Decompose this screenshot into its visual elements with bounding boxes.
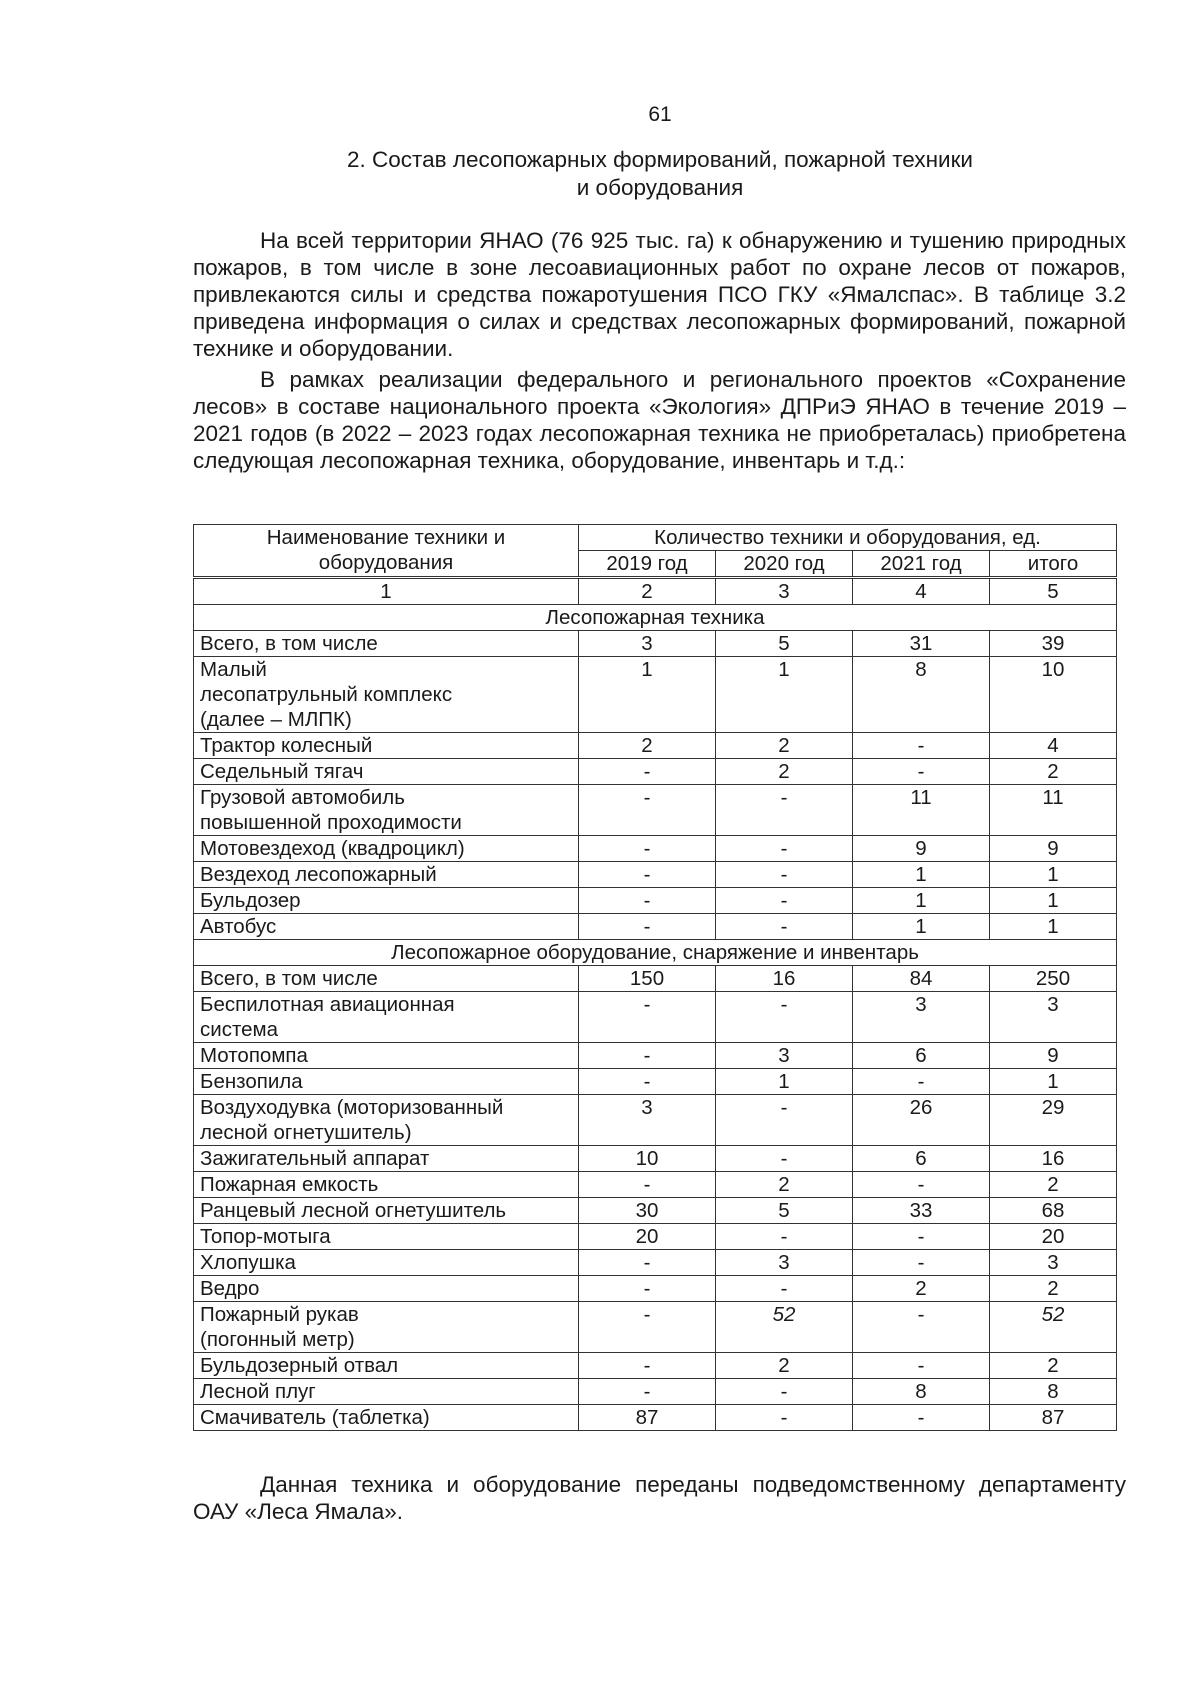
section-heading (250, 146, 1070, 202)
table-row (194, 888, 1117, 914)
quantity-cell: 1 (990, 862, 1117, 888)
item-name-cell: Лесной плуг (194, 1379, 579, 1405)
table-row (194, 759, 1117, 785)
quantity-cell: 11 (853, 785, 990, 836)
quantity-cell: 2 (990, 1353, 1117, 1379)
page-number: 61 (648, 103, 672, 126)
item-name-cell: Хлопушка (194, 1250, 579, 1276)
item-name-cell: Седельный тягач (194, 759, 579, 785)
header-quantity-group: Количество техники и оборудования, ед. (579, 525, 1117, 551)
table-row (194, 992, 1117, 1043)
quantity-cell: 4 (990, 733, 1117, 759)
column-number-cell: 4 (853, 578, 990, 605)
quantity-cell: - (579, 914, 716, 940)
table-row (194, 1250, 1117, 1276)
quantity-cell: - (716, 1379, 853, 1405)
header-name: Наименование техники и оборудования (194, 525, 579, 578)
quantity-cell: 1 (853, 862, 990, 888)
item-name-cell: Ведро (194, 1276, 579, 1302)
header-total: итого (990, 551, 1117, 578)
quantity-cell: - (716, 836, 853, 862)
quantity-cell: 10 (990, 657, 1117, 733)
quantity-cell: 3 (579, 631, 716, 657)
quantity-cell: 2 (990, 1172, 1117, 1198)
quantity-cell: 6 (853, 1043, 990, 1069)
table-row (194, 1043, 1117, 1069)
quantity-cell: 1 (853, 914, 990, 940)
quantity-cell: 39 (990, 631, 1117, 657)
item-name-cell: Малый лесопатрульный комплекс (далее – МЛПК) (194, 657, 579, 733)
table-row (194, 1198, 1117, 1224)
quantity-cell: 52 (716, 1302, 853, 1353)
quantity-cell: 33 (853, 1198, 990, 1224)
item-name-cell: Беспилотная авиационная система (194, 992, 579, 1043)
quantity-cell: 10 (579, 1146, 716, 1172)
quantity-cell: - (716, 1146, 853, 1172)
table-row (194, 785, 1117, 836)
quantity-cell: 2 (990, 759, 1117, 785)
table-row (194, 966, 1117, 992)
quantity-cell: 84 (853, 966, 990, 992)
quantity-cell: - (579, 1043, 716, 1069)
column-number-cell: 5 (990, 578, 1117, 605)
item-name-cell: Вездеход лесопожарный (194, 862, 579, 888)
quantity-cell: 3 (990, 992, 1117, 1043)
section-title: Лесопожарная техника (194, 605, 1117, 631)
item-name-cell: Бензопила (194, 1069, 579, 1095)
quantity-cell: - (853, 1172, 990, 1198)
item-name-cell: Мотопомпа (194, 1043, 579, 1069)
section-header-row (194, 940, 1117, 966)
table-row (194, 1276, 1117, 1302)
quantity-cell: 5 (716, 631, 853, 657)
quantity-cell: 52 (990, 1302, 1117, 1353)
table-row (194, 1379, 1117, 1405)
column-numbers-row (194, 578, 1117, 605)
quantity-cell: 1 (990, 1069, 1117, 1095)
quantity-cell: 5 (716, 1198, 853, 1224)
quantity-cell: 8 (990, 1379, 1117, 1405)
table-header-row (194, 525, 1117, 551)
quantity-cell: - (853, 733, 990, 759)
item-name-cell: Топор-мотыга (194, 1224, 579, 1250)
quantity-cell: - (579, 1379, 716, 1405)
quantity-cell: 2 (990, 1276, 1117, 1302)
quantity-cell: 2 (716, 1353, 853, 1379)
quantity-cell: 20 (990, 1224, 1117, 1250)
table-body (194, 578, 1117, 1431)
quantity-cell: 6 (853, 1146, 990, 1172)
item-name-cell: Мотовездеход (квадроцикл) (194, 836, 579, 862)
table-row (194, 1224, 1117, 1250)
section-header-row (194, 605, 1117, 631)
quantity-cell: 1 (579, 657, 716, 733)
quantity-cell: - (716, 914, 853, 940)
quantity-cell: - (853, 1224, 990, 1250)
table-row (194, 1353, 1117, 1379)
item-name-cell: Воздуходувка (моторизованный лесной огнетушитель) (194, 1095, 579, 1146)
table-row (194, 631, 1117, 657)
quantity-cell: - (579, 1353, 716, 1379)
quantity-cell: 31 (853, 631, 990, 657)
section-heading-line-2: и оборудования (576, 175, 744, 200)
quantity-cell: 30 (579, 1198, 716, 1224)
quantity-cell: 20 (579, 1224, 716, 1250)
header-year-2021: 2021 год (853, 551, 990, 578)
quantity-cell: - (716, 1095, 853, 1146)
quantity-cell: 1 (990, 888, 1117, 914)
item-name-cell: Трактор колесный (194, 733, 579, 759)
equipment-table (193, 524, 1117, 1431)
quantity-cell: - (716, 1276, 853, 1302)
quantity-cell: 87 (579, 1405, 716, 1431)
table-row (194, 914, 1117, 940)
table-row (194, 657, 1117, 733)
quantity-cell: - (716, 785, 853, 836)
paragraph-intro: На всей территории ЯНАО (76 925 тыс. га) к обнаружению и тушению природных пожаров, в том числе в зоне лесоавиационных работ по охране лесов от пожаров, привлекаются силы и средства пожаротушения ПСО ГКУ «Ямалспас». В таблице 3.2 приведена информация о силах и средствах лесопожарных формирований, пожарной технике и оборудовании. (193, 228, 1126, 361)
table-row (194, 1405, 1117, 1431)
table-row (194, 1069, 1117, 1095)
quantity-cell: - (579, 836, 716, 862)
quantity-cell: - (853, 1069, 990, 1095)
item-name-cell: Автобус (194, 914, 579, 940)
quantity-cell: - (579, 785, 716, 836)
item-name-cell: Бульдозерный отвал (194, 1353, 579, 1379)
quantity-cell: - (579, 1172, 716, 1198)
quantity-cell: 150 (579, 966, 716, 992)
column-number-cell: 3 (716, 578, 853, 605)
quantity-cell: 11 (990, 785, 1117, 836)
quantity-cell: - (716, 1405, 853, 1431)
table-row (194, 1095, 1117, 1146)
quantity-cell: 8 (853, 657, 990, 733)
quantity-cell: 2 (716, 759, 853, 785)
quantity-cell: 2 (579, 733, 716, 759)
table-row (194, 1172, 1117, 1198)
quantity-cell: 26 (853, 1095, 990, 1146)
section-title: Лесопожарное оборудование, снаряжение и инвентарь (194, 940, 1117, 966)
table-row (194, 1302, 1117, 1353)
quantity-cell: 29 (990, 1095, 1117, 1146)
quantity-cell: 8 (853, 1379, 990, 1405)
header-year-2020: 2020 год (716, 551, 853, 578)
item-name-cell: Зажигательный аппарат (194, 1146, 579, 1172)
item-name-cell: Смачиватель (таблетка) (194, 1405, 579, 1431)
quantity-cell: - (579, 888, 716, 914)
item-name-cell: Всего, в том числе (194, 966, 579, 992)
quantity-cell: - (853, 1405, 990, 1431)
table-row (194, 836, 1117, 862)
quantity-cell: 9 (853, 836, 990, 862)
quantity-cell: - (716, 862, 853, 888)
paragraph-conclusion: Данная техника и оборудование переданы подведомственному департаменту ОАУ «Леса Ямала». (193, 1472, 1126, 1524)
quantity-cell: 1 (716, 1069, 853, 1095)
quantity-cell: - (579, 1276, 716, 1302)
quantity-cell: 68 (990, 1198, 1117, 1224)
table-row (194, 1146, 1117, 1172)
quantity-cell: - (579, 1250, 716, 1276)
quantity-cell: - (853, 1302, 990, 1353)
quantity-cell: 16 (716, 966, 853, 992)
quantity-cell: 16 (990, 1146, 1117, 1172)
quantity-cell: 2 (716, 733, 853, 759)
quantity-cell: - (853, 1353, 990, 1379)
quantity-cell: 3 (716, 1043, 853, 1069)
header-year-2019: 2019 год (579, 551, 716, 578)
quantity-cell: - (853, 1250, 990, 1276)
section-heading-line-1: 2. Состав лесопожарных формирований, пожарной техники (347, 147, 973, 172)
item-name-cell: Ранцевый лесной огнетушитель (194, 1198, 579, 1224)
quantity-cell: 1 (990, 914, 1117, 940)
quantity-cell: - (716, 888, 853, 914)
quantity-cell: - (853, 759, 990, 785)
quantity-cell: 250 (990, 966, 1117, 992)
item-name-cell: Всего, в том числе (194, 631, 579, 657)
quantity-cell: 2 (716, 1172, 853, 1198)
quantity-cell: - (579, 1069, 716, 1095)
table-row (194, 733, 1117, 759)
quantity-cell: 87 (990, 1405, 1117, 1431)
quantity-cell: 3 (716, 1250, 853, 1276)
table-row (194, 862, 1117, 888)
quantity-cell: 1 (716, 657, 853, 733)
quantity-cell: - (716, 1224, 853, 1250)
column-number-cell: 2 (579, 578, 716, 605)
quantity-cell: 3 (990, 1250, 1117, 1276)
quantity-cell: 1 (853, 888, 990, 914)
quantity-cell: 9 (990, 1043, 1117, 1069)
quantity-cell: 3 (579, 1095, 716, 1146)
quantity-cell: - (579, 992, 716, 1043)
quantity-cell: - (579, 862, 716, 888)
item-name-cell: Грузовой автомобиль повышенной проходимости (194, 785, 579, 836)
quantity-cell: 9 (990, 836, 1117, 862)
item-name-cell: Пожарный рукав (погонный метр) (194, 1302, 579, 1353)
paragraph-projects: В рамках реализации федерального и регионального проектов «Сохранение лесов» в составе национального проекта «Экология» ДПРиЭ ЯНАО в течение 2019 – 2021 годов (в 2022 – 2023 годах лесопожарная техника не приобреталась) приобретена следующая лесопожарная техника, оборудование, инвентарь и т.д.: (193, 367, 1126, 473)
column-number-cell: 1 (194, 578, 579, 605)
quantity-cell: 3 (853, 992, 990, 1043)
item-name-cell: Пожарная емкость (194, 1172, 579, 1198)
item-name-cell: Бульдозер (194, 888, 579, 914)
quantity-cell: - (716, 992, 853, 1043)
quantity-cell: 2 (853, 1276, 990, 1302)
quantity-cell: - (579, 759, 716, 785)
quantity-cell: - (579, 1302, 716, 1353)
